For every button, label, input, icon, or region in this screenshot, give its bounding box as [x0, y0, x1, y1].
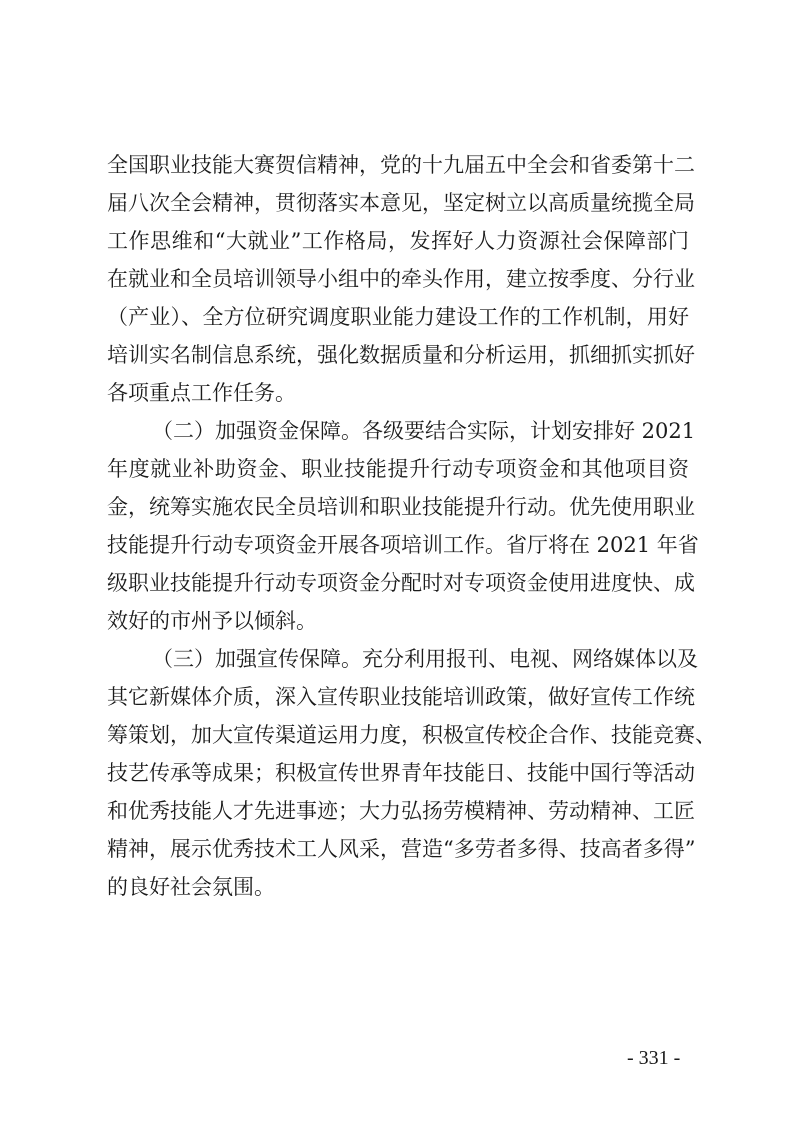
body-text-line: 技能提升行动专项资金开展各项培训工作。省厅将在 2021 年省	[107, 533, 699, 557]
body-text-line: （产业）、全方位研究调度职业能力建设工作的工作机制，用好	[107, 305, 689, 329]
body-text-line: 在就业和全员培训领导小组中的牵头作用，建立按季度、分行业	[107, 267, 695, 291]
body-text-line: 全国职业技能大赛贺信精神，党的十九届五中全会和省委第十二	[107, 153, 695, 177]
body-text-line: 工作思维和“大就业”工作格局，发挥好人力资源社会保障部门	[107, 229, 689, 253]
body-text-line: 各项重点工作任务。	[107, 381, 296, 405]
body-text-line: 届八次全会精神，贯彻落实本意见，坚定树立以高质量统揽全局	[107, 191, 695, 215]
page-number: - 331 -	[627, 1047, 681, 1069]
body-text-line: 年度就业补助资金、职业技能提升行动专项资金和其他项目资	[107, 457, 689, 481]
body-text-line: 的良好社会氛围。	[107, 875, 275, 899]
body-text-line: 筹策划，加大宣传渠道运用力度，积极宣传校企合作、技能竞赛、	[107, 723, 716, 747]
body-text-line: 其它新媒体介质，深入宣传职业技能培训政策，做好宣传工作统	[107, 685, 695, 709]
body-text-line: 效好的市州予以倾斜。	[107, 609, 317, 633]
body-text-line: 级职业技能提升行动专项资金分配时对专项资金使用进度快、成	[107, 571, 695, 595]
body-text-line: 技艺传承等成果；积极宣传世界青年技能日、技能中国行等活动	[107, 761, 695, 785]
section-heading-line: （三）加强宣传保障。充分利用报刊、电视、网络媒体以及	[152, 647, 698, 671]
body-text-line: 培训实名制信息系统，强化数据质量和分析运用，抓细抓实抓好	[107, 343, 695, 367]
body-text-line: 精神，展示优秀技术工人风采，营造“多劳者多得、技高者多得”	[107, 837, 696, 861]
body-text-line: 金，统筹实施农民全员培训和职业技能提升行动。优先使用职业	[107, 495, 695, 519]
body-text-line: 和优秀技能人才先进事迹；大力弘扬劳模精神、劳动精神、工匠	[107, 799, 695, 823]
section-heading-line: （二）加强资金保障。各级要结合实际，计划安排好 2021	[152, 419, 696, 443]
